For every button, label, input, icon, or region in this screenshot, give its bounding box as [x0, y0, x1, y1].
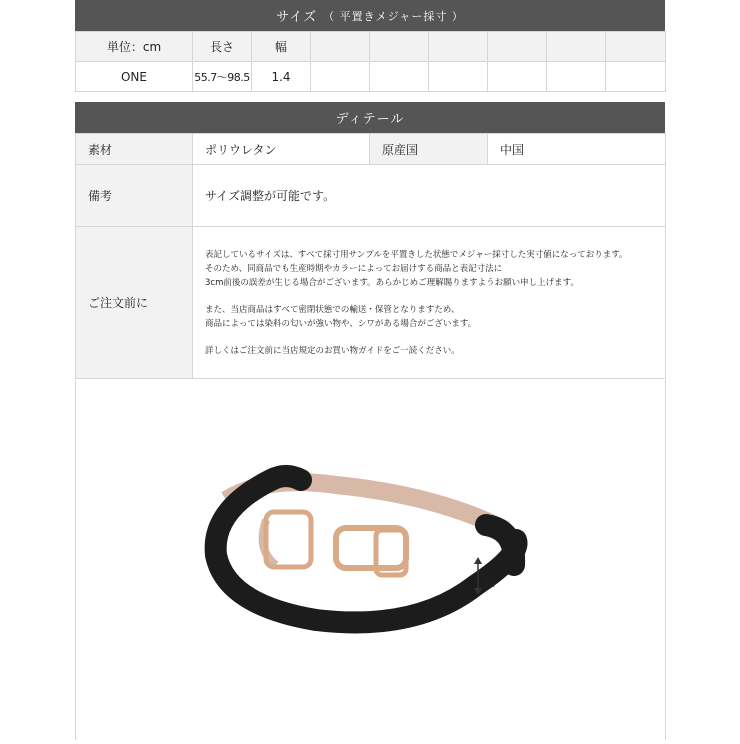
origin-value: 中国 — [488, 134, 666, 165]
unit-header: 単位：cm — [76, 32, 193, 62]
material-value: ポリウレタン — [193, 134, 370, 165]
size-table-header-row — [76, 32, 666, 62]
notice-line: 詳しくはご注文前に当店規定のお買い物ガイドをご一読ください。 — [205, 345, 460, 356]
product-photo — [75, 380, 666, 740]
empty-cell — [429, 62, 488, 92]
material-row — [76, 134, 666, 165]
empty-cell — [429, 32, 488, 62]
width-value-cell: 1.4 — [252, 62, 311, 92]
product-info-sheet — [75, 0, 665, 379]
empty-cell — [370, 62, 429, 92]
empty-cell — [547, 62, 606, 92]
empty-cell — [547, 32, 606, 62]
size-section-header — [75, 0, 665, 31]
empty-cell — [606, 62, 666, 92]
remarks-label: 備考 — [76, 165, 193, 227]
notice-line: 商品によっては染料の匂いが強い物や、シワがある場合がございます。 — [205, 318, 477, 329]
empty-cell — [606, 32, 666, 62]
remarks-value: サイズ調整が可能です。 — [193, 165, 666, 227]
width-header: 幅 — [252, 32, 311, 62]
notice-line: また、当店商品はすべて密閉状態での輸送・保管となりますため、 — [205, 304, 460, 315]
remarks-row — [76, 165, 666, 227]
size-table — [75, 31, 666, 92]
belt-strap-top — [271, 476, 301, 480]
empty-cell — [311, 32, 370, 62]
material-label: 素材 — [76, 134, 193, 165]
origin-label: 原産国 — [370, 134, 488, 165]
empty-cell — [488, 32, 547, 62]
width-arrow-up-icon — [474, 557, 482, 564]
length-value-cell: 55.7〜98.5 — [193, 62, 252, 92]
buckle-center-piece — [336, 528, 406, 568]
detail-section-header — [75, 102, 665, 133]
belt-illustration — [76, 380, 665, 740]
detail-section-title: ディテール — [335, 112, 405, 127]
size-section-title: サイズ — [276, 10, 318, 25]
width-annotation-label: 幅 — [484, 576, 495, 589]
notice-text — [193, 227, 666, 379]
notice-paragraph — [205, 303, 665, 331]
notice-line: 表記しているサイズは、すべて採寸用サンプルを平置きした状態でメジャー採寸した実寸値になっております。 — [205, 249, 628, 260]
empty-cell — [311, 62, 370, 92]
notice-row — [76, 227, 666, 379]
notice-paragraph — [205, 248, 665, 290]
notice-label: ご注文前に — [76, 227, 193, 379]
size-table-row — [76, 62, 666, 92]
empty-cell — [370, 32, 429, 62]
size-name-cell: ONE — [76, 62, 193, 92]
detail-table — [75, 133, 666, 379]
notice-line: 3cm前後の誤差が生じる場合がございます。あらかじめご理解賜りますようお願い申し上げます。 — [205, 277, 580, 288]
empty-cell — [488, 62, 547, 92]
notice-paragraph — [205, 344, 665, 358]
notice-line: そのため、同商品でも生産時期やカラーによってお届けする商品と表記寸法に — [205, 263, 503, 274]
length-header: 長さ — [193, 32, 252, 62]
size-section-subtitle: （ 平置きメジャー採寸 ） — [323, 9, 464, 23]
